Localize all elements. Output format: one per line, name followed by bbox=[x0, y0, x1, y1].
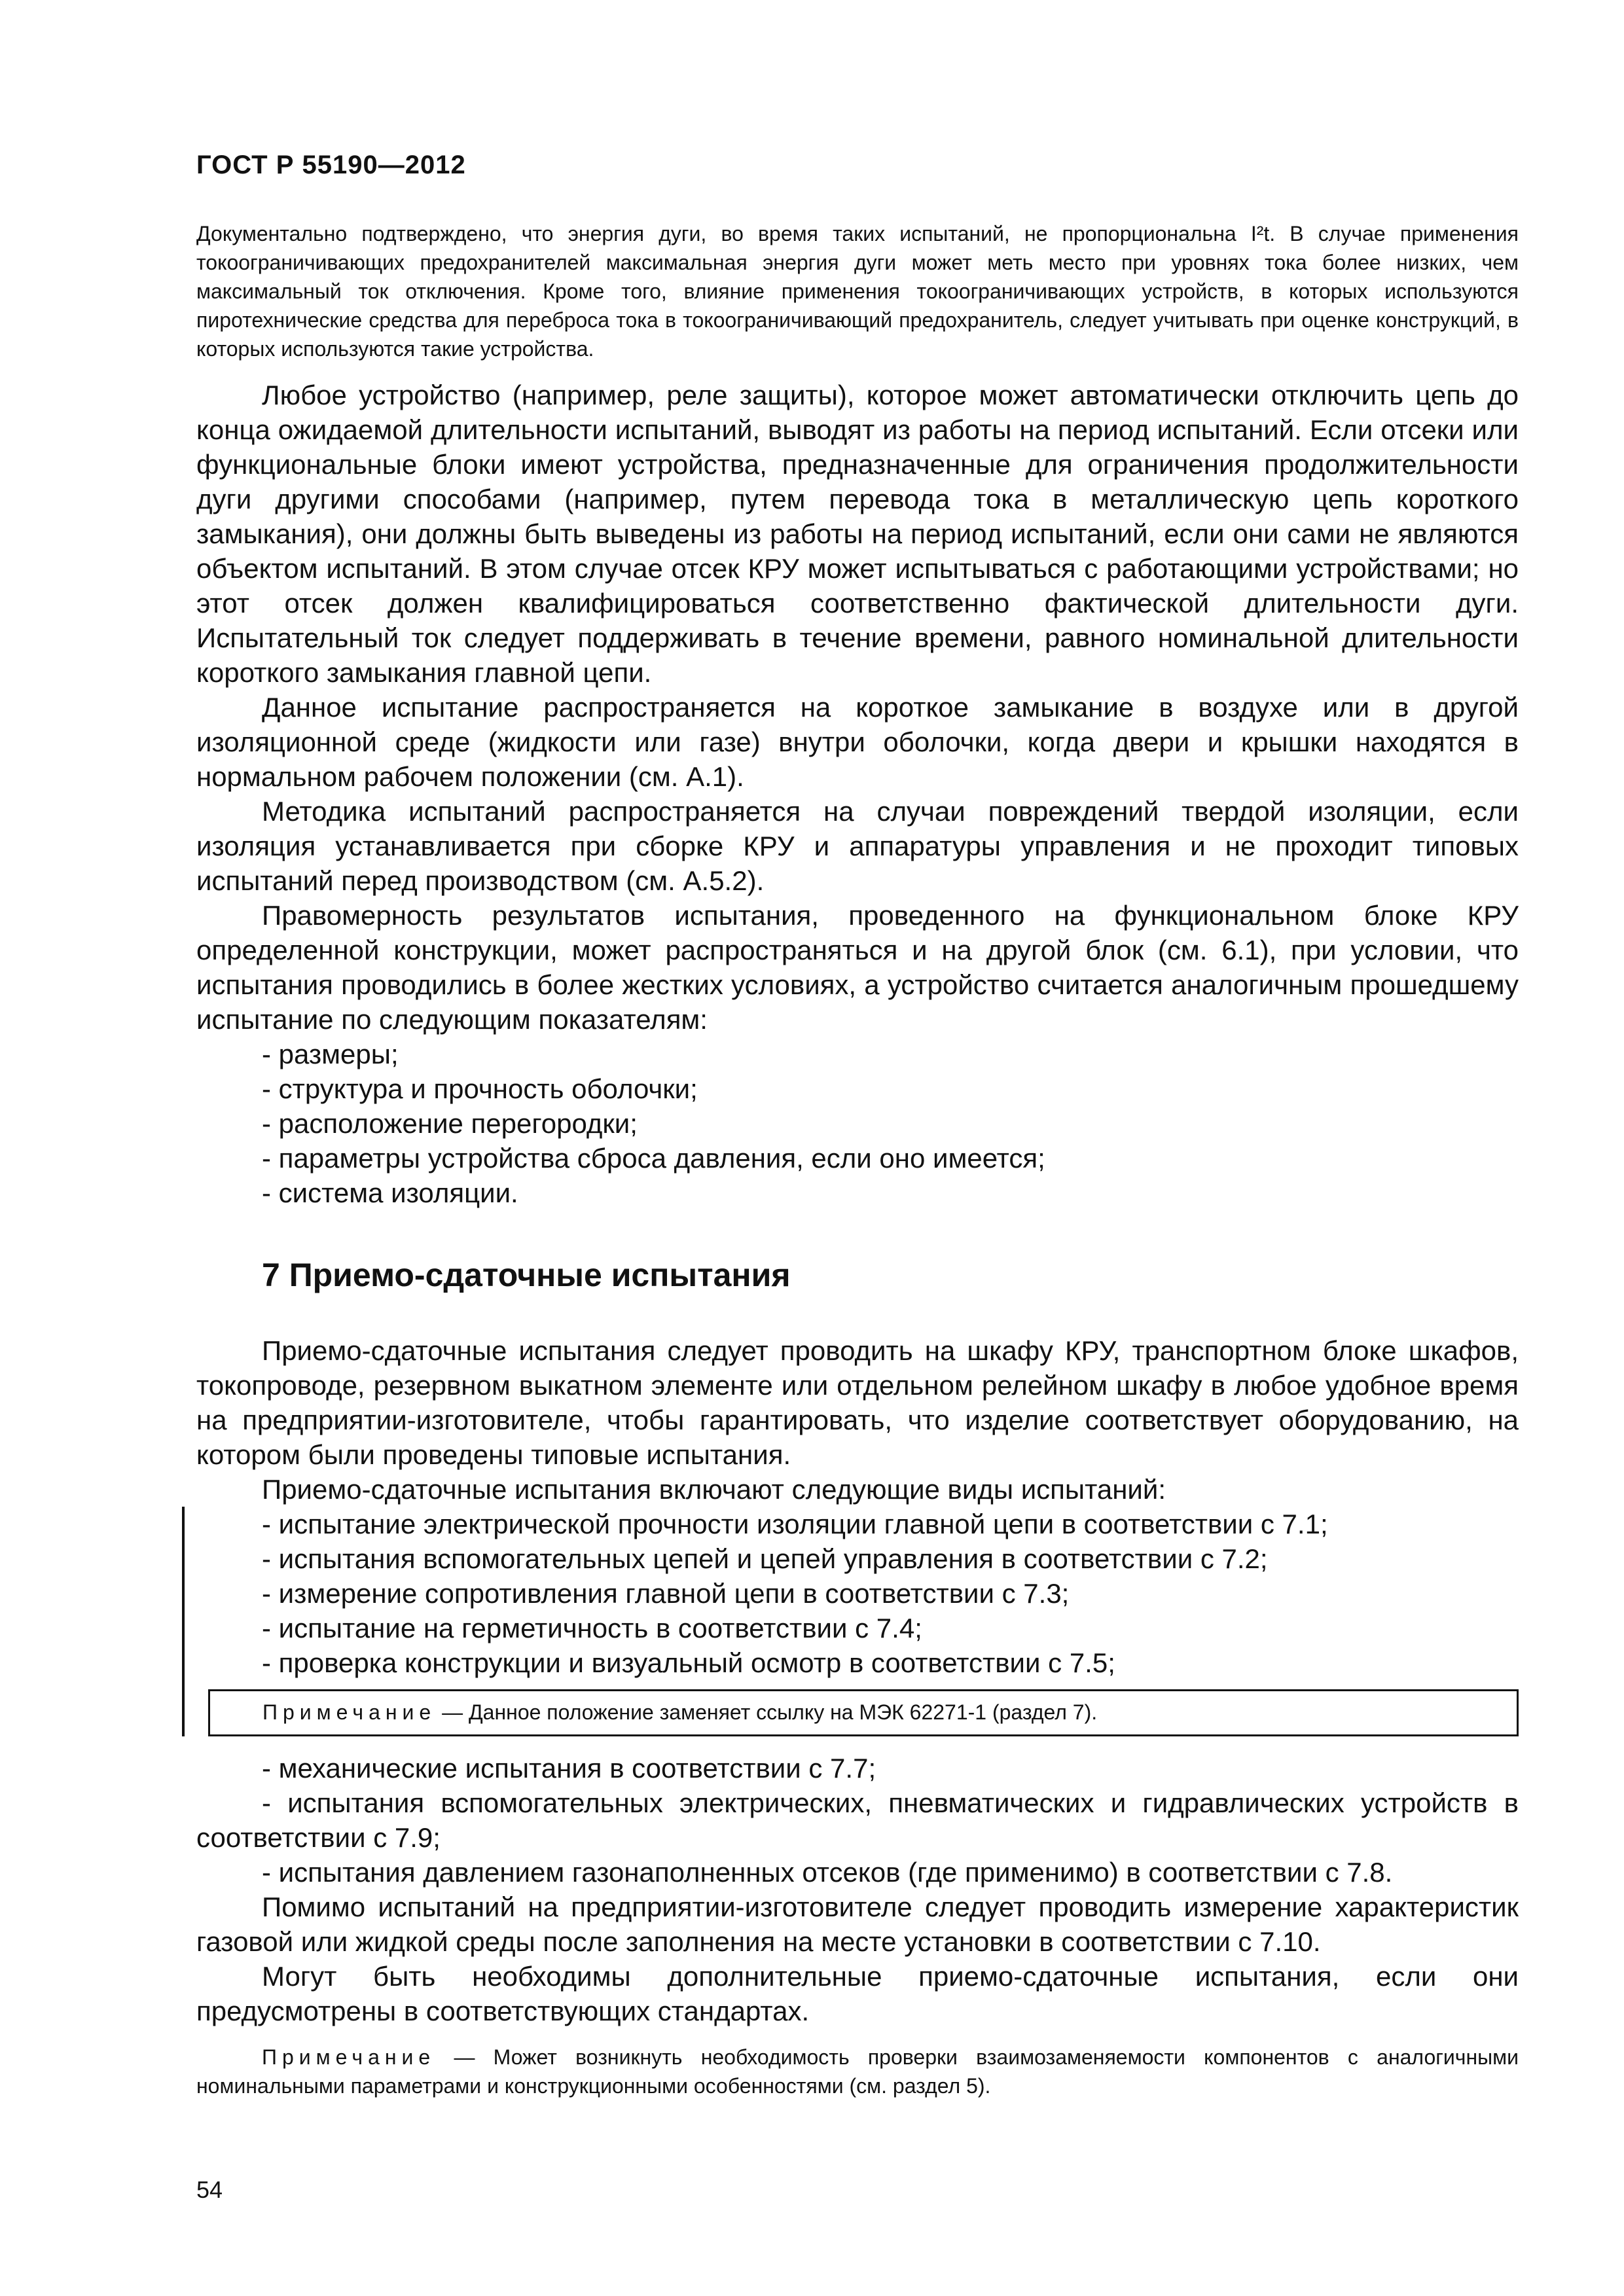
section-7-para-1: Приемо-сдаточные испытания следует проводить на шкафу КРУ, транспортном блоке шкафов, токопроводе, резервном выкатном элементе или отдельном релейном шкафу в любое удобное время на предприятии-изготовителе, чтобы гарантировать, что изделие соответствует оборудованию, на котором были проведены типовые испытания. bbox=[196, 1335, 1519, 1470]
list-item: - размеры; bbox=[196, 1037, 1519, 1071]
intro-note: Документально подтверждено, что энергия дуги, во время таких испытаний, не пропорциональна I²t. В случае применения токоограничивающих предохранителей максимальная энергия дуги может меть место при уровнях тока более низких, чем максимальный ток отключения. Кроме того, влияние применения токоограничивающих устройств, в которых используются пиротехнические средства для переброса тока в токоограничивающий предохранитель, следует учитывать при оценке конструкций, в которых используются такие устройства. bbox=[196, 222, 1519, 361]
list-item: - испытания вспомогательных электрических, пневматических и гидравлических устройств в соответствии с 7.9; bbox=[196, 1785, 1519, 1855]
changed-block bbox=[196, 1507, 1519, 1736]
list-item: - механические испытания в соответствии с 7.7; bbox=[196, 1751, 1519, 1785]
section-7-para-4: Могут быть необходимы дополнительные приемо-сдаточные испытания, если они предусмотрены в соответствующих стандартах. bbox=[196, 1961, 1519, 2026]
section-7-title: 7 Приемо-сдаточные испытания bbox=[262, 1257, 791, 1293]
change-bar bbox=[182, 1507, 185, 1736]
list-item: - структура и прочность оболочки; bbox=[196, 1071, 1519, 1106]
section-7-para-3: Помимо испытаний на предприятии-изготовителе следует проводить измерение характеристик газовой или жидкой среды после заполнения на месте установки в соответствии с 7.10. bbox=[196, 1892, 1519, 1957]
list-item: - измерение сопротивления главной цепи в соответствии с 7.3; bbox=[196, 1576, 1519, 1611]
list-item: - параметры устройства сброса давления, если оно имеется; bbox=[196, 1141, 1519, 1175]
list-item: - испытания вспомогательных цепей и цепей управления в соответствии с 7.2; bbox=[196, 1541, 1519, 1576]
list-item: - система изоляции. bbox=[196, 1175, 1519, 1210]
list-item: - проверка конструкции и визуальный осмотр в соответствии с 7.5; bbox=[196, 1645, 1519, 1680]
note-label: Примечание bbox=[262, 1700, 437, 1724]
paragraph-solid-insulation: Методика испытаний распространяется на случаи повреждений твердой изоляции, если изоляция устанавливается при сборке КРУ и аппаратуры управления и не проходит типовых испытаний перед производством (см. А.5.2). bbox=[196, 796, 1519, 896]
document-header: ГОСТ Р 55190—2012 bbox=[196, 151, 466, 179]
section-7-para-2: Приемо-сдаточные испытания включают следующие виды испытаний: bbox=[262, 1474, 1166, 1505]
note-text: — Может возникнуть необходимость проверки взаимозаменяемости компонентов с аналогичными номинальными параметрами и конструкционными особенностями (см. раздел 5). bbox=[196, 2045, 1519, 2098]
list-item: - испытание на герметичность в соответствии с 7.4; bbox=[196, 1611, 1519, 1645]
note-label: Примечание bbox=[262, 2045, 436, 2069]
boxed-note bbox=[208, 1689, 1519, 1736]
page-number: 54 bbox=[196, 2176, 223, 2203]
paragraph-relay-protection: Любое устройство (например, реле защиты), которое может автоматически отключить цепь до конца ожидаемой длительности испытаний, выводят из работы на период испытаний. Если отсеки или функциональные блоки имеют устройства, предназначенные для ограничения продолжительности дуги другими способами (например, путем перевода тока в металлическую цепь короткого замыкания), они должны быть выведены из работы на период испытаний, если они сами не являются объектом испытаний. В этом случае отсек КРУ может испытываться с работающими устройствами; но этот отсек должен квалифицироваться соответственно фактической длительности дуги. Испытательный ток следует поддерживать в течение времени, равного номинальной длительности короткого замыкания главной цепи. bbox=[196, 380, 1519, 688]
routine-tests-list-continued bbox=[196, 1751, 1519, 1890]
routine-tests-list bbox=[196, 1507, 1519, 1680]
note-text: — Данное положение заменяет ссылку на МЭК 62271-1 (раздел 7). bbox=[436, 1700, 1098, 1724]
list-item: - испытания давлением газонаполненных отсеков (где применимо) в соответствии с 7.8. bbox=[196, 1855, 1519, 1890]
final-note bbox=[196, 2043, 1519, 2100]
paragraph-validity: Правомерность результатов испытания, проведенного на функциональном блоке КРУ определенной конструкции, может распространяться и на другой блок (см. 6.1), при условии, что испытания проводились в более жестких условиях, а устройство считается аналогичным прошедшему испытание по следующим показателям: bbox=[196, 900, 1519, 1035]
criteria-list bbox=[196, 1037, 1519, 1210]
list-item: - расположение перегородки; bbox=[196, 1106, 1519, 1141]
paragraph-insulation-medium: Данное испытание распространяется на короткое замыкание в воздухе или в другой изоляционной среде (жидкости или газе) внутри оболочки, когда двери и крышки находятся в нормальном рабочем положении (см. А.1). bbox=[196, 692, 1519, 792]
document-page bbox=[196, 131, 1519, 2100]
list-item: - испытание электрической прочности изоляции главной цепи в соответствии с 7.1; bbox=[196, 1507, 1519, 1541]
